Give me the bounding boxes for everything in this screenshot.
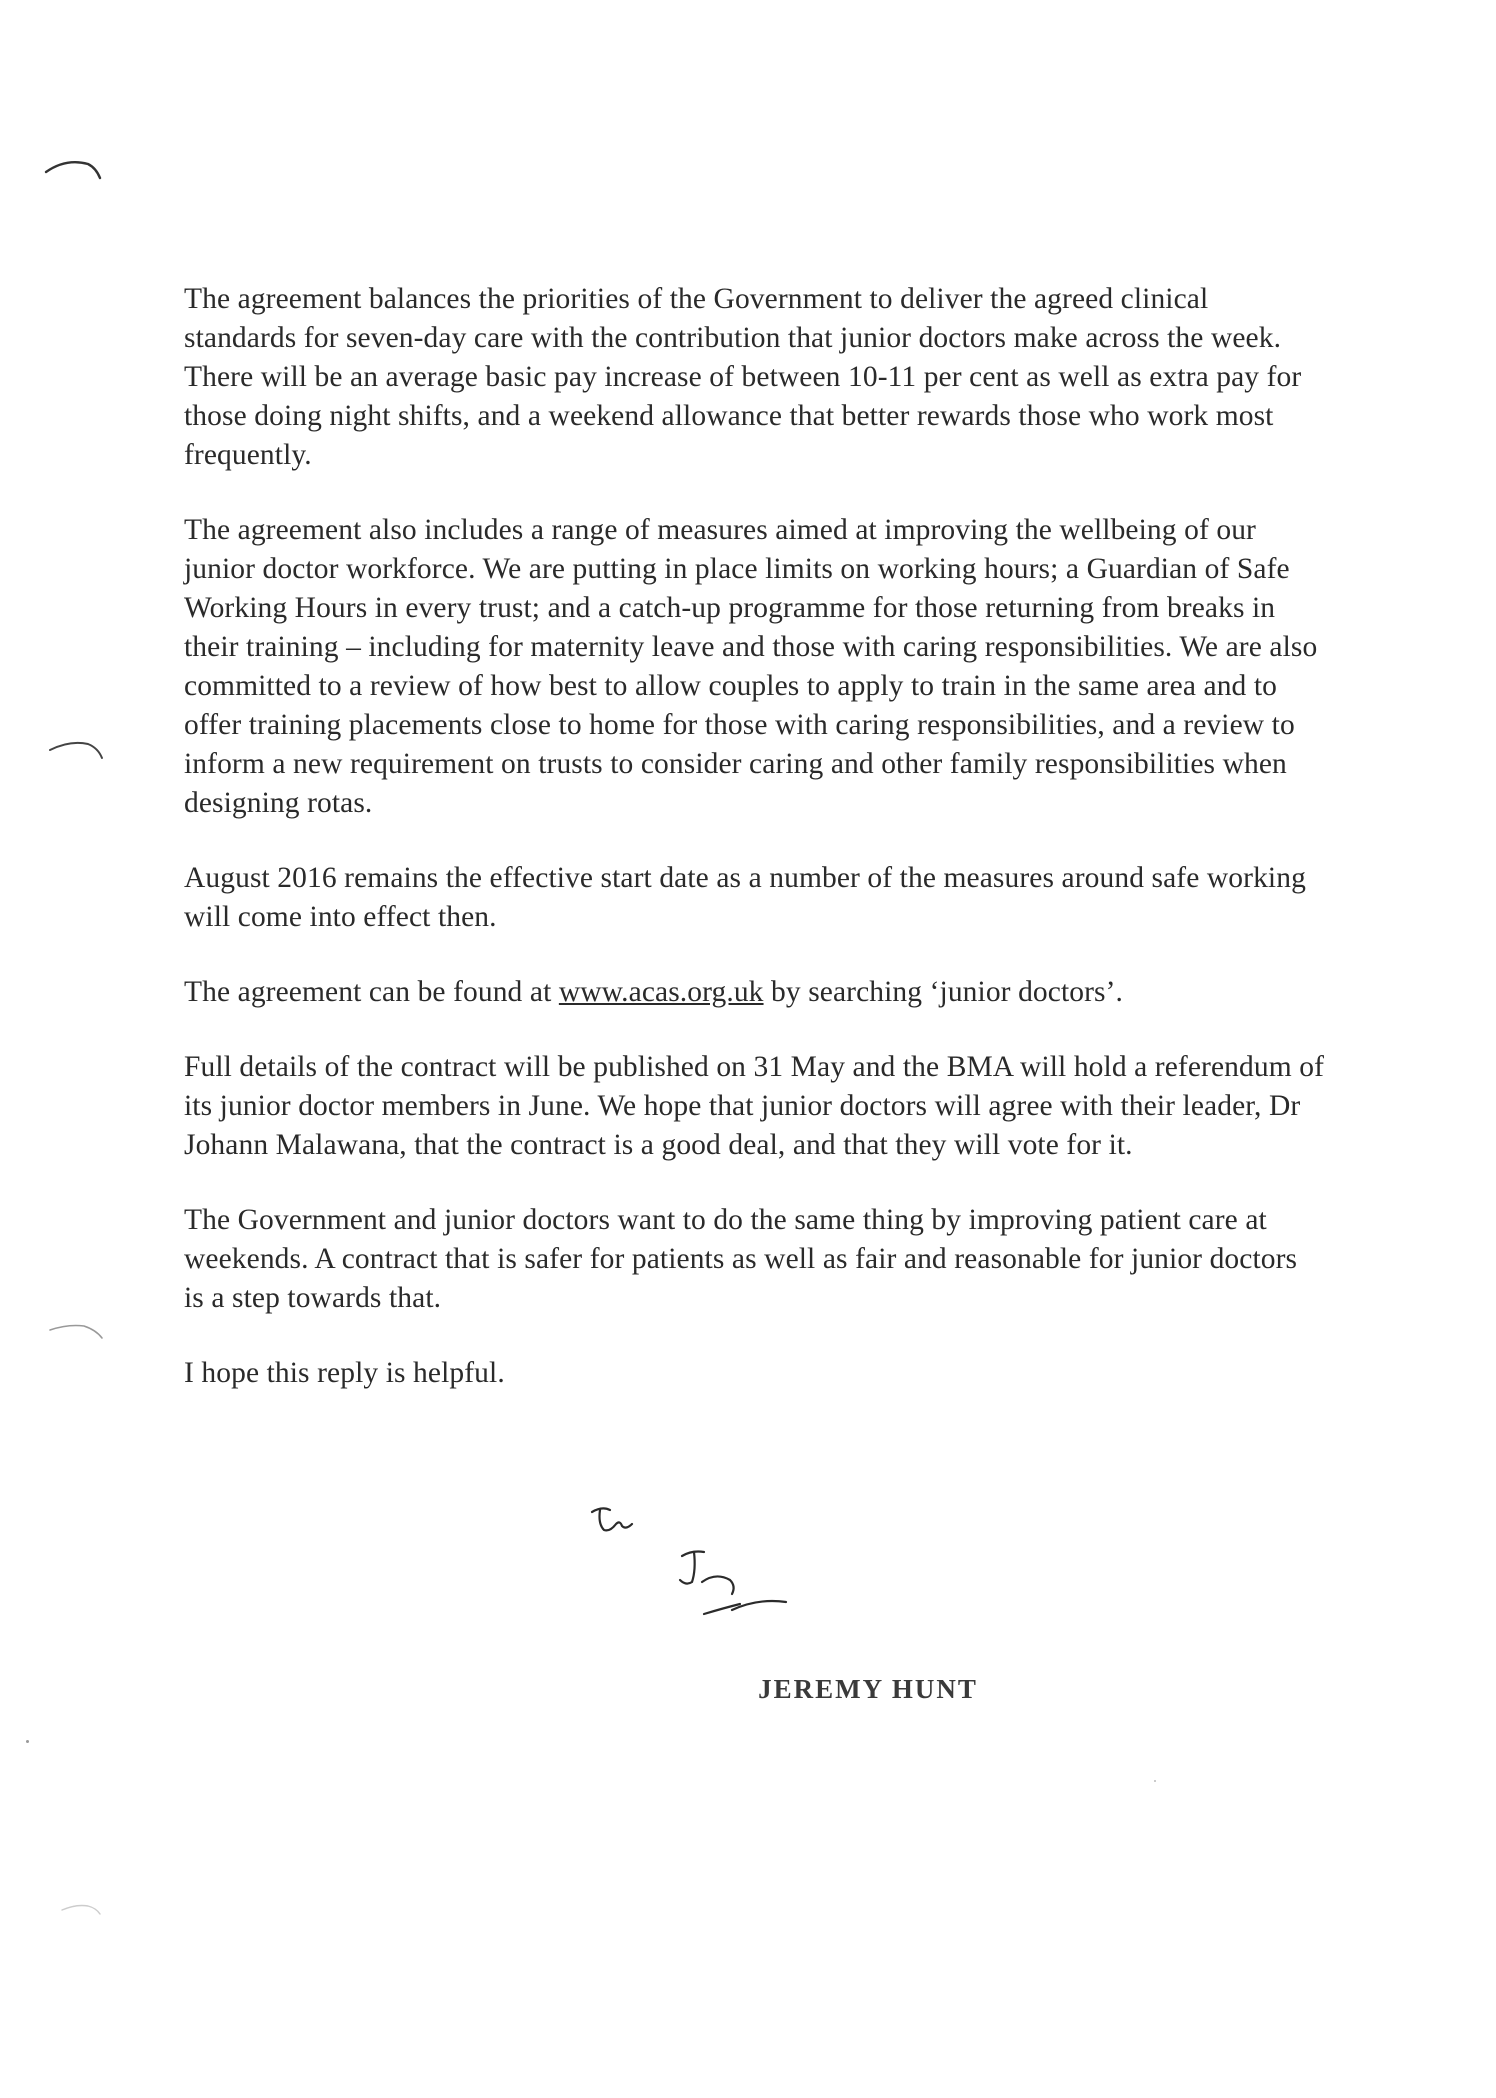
paragraph-weekend-care: The Government and junior doctors want to do the same thing by improving patient care at weekends. A contract that is safer for patients as well as fair and reasonable for junior doctors is a step towards that. [184, 1204, 1298, 1314]
punch-hole-mark-icon [44, 154, 102, 184]
paragraph-wellbeing: The agreement also includes a range of measures aimed at improving the wellbeing of our junior doctor workforce. We are putting in place limits on working hours; a Guardian of Safe Working Hours in every trust; and a catch-up programme for those returning from breaks in their training – including for maternity leave and those with caring responsibilities. We are also committed to a review of how best to allow couples to apply to train in the same area and to offer training placements close to home for those with caring responsibilities, and a review to inform a new requirement on trusts to consider caring and other family responsibilities when designing rotas. [184, 514, 1318, 819]
letter-body [184, 280, 1324, 1393]
paragraph-agreement-link [184, 973, 1324, 1012]
paragraph-referendum: Full details of the contract will be published on 31 May and the BMA will hold a referendum of its junior doctor members in June. We hope that junior doctors will agree with their leader, Dr Johann Malawana, that the contract is a good deal, and that they will vote for it. [184, 1051, 1325, 1161]
paragraph-closing: I hope this reply is helpful. [184, 1357, 505, 1389]
signer-name: JEREMY HUNT [758, 1674, 978, 1704]
punch-hole-mark-icon [60, 1896, 118, 1926]
agreement-link-suffix: by searching ‘junior doctors’. [763, 976, 1124, 1008]
punch-hole-mark-icon [48, 1316, 106, 1346]
scan-speck [26, 1740, 29, 1743]
acas-link[interactable]: www.acas.org.uk [558, 976, 764, 1008]
handwritten-signature-icon [580, 1490, 840, 1660]
scan-speck [1154, 1780, 1156, 1782]
paragraph-start-date: August 2016 remains the effective start date as a number of the measures around safe working will come into effect then. [184, 862, 1306, 933]
punch-hole-mark-icon [48, 734, 106, 764]
agreement-link-prefix: The agreement can be found at [184, 976, 559, 1008]
paragraph-pay: The agreement balances the priorities of the Government to deliver the agreed clinical standards for seven-day care with the contribution that junior doctors make across the week. There will be an average basic pay increase of between 10-11 per cent as well as extra pay for those doing night shifts, and a weekend allowance that better rewards those who work most frequently. [184, 283, 1302, 471]
